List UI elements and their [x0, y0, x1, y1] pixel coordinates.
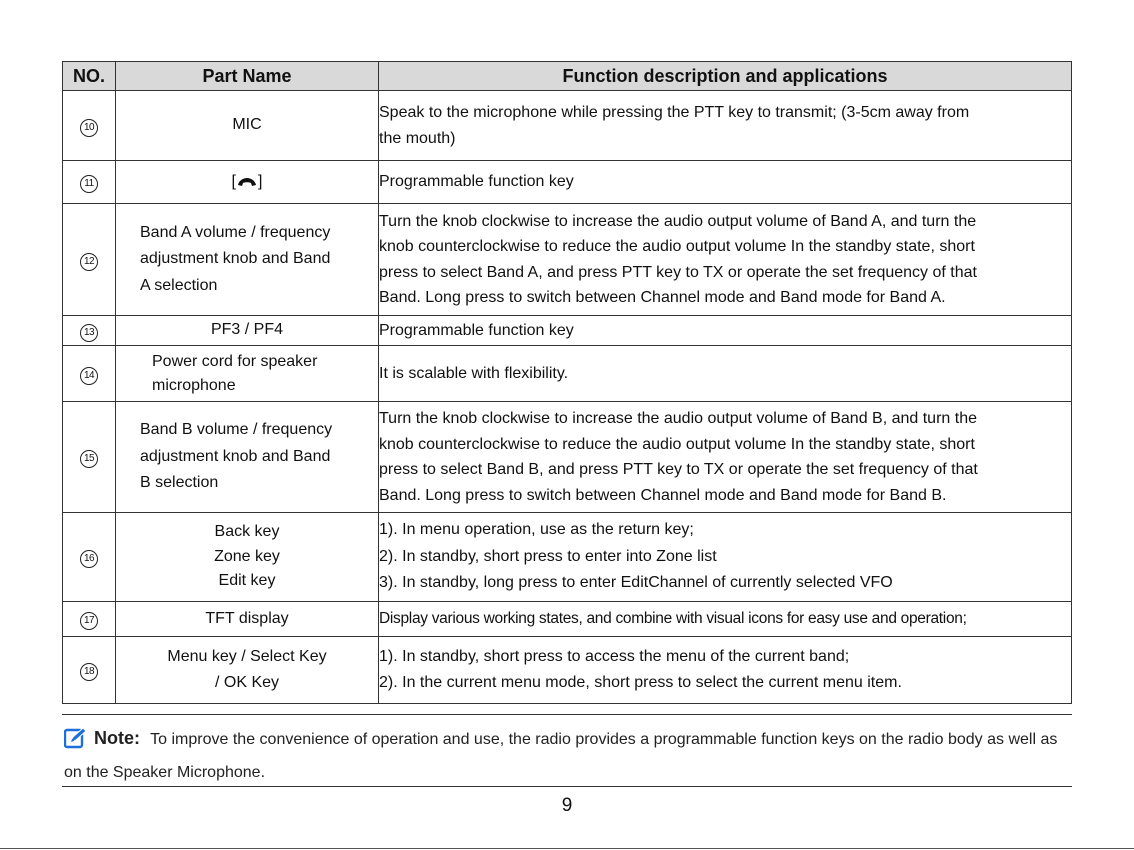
description-line: Turn the knob clockwise to increase the audio output volume of Band A, and turn the	[379, 212, 977, 230]
header-part-name: Part Name	[116, 62, 379, 91]
description-line: the mouth)	[379, 129, 456, 147]
phone-handset-icon	[236, 176, 258, 188]
function-description	[379, 637, 1072, 704]
description-line: 1). In standby, short press to access the menu of the current band;	[379, 647, 850, 665]
header-function-description: Function description and applications	[379, 62, 1072, 91]
circled-number: 16	[80, 550, 98, 568]
circled-number: 13	[80, 324, 98, 342]
row-number	[63, 637, 116, 704]
part-name	[116, 346, 379, 402]
description-line: 3). In standby, long press to enter EditChannel of currently selected VFO	[379, 574, 893, 592]
part-name-line: MIC	[232, 116, 262, 134]
page-number: 9	[561, 795, 573, 816]
part-name	[116, 204, 379, 316]
circled-number: 15	[80, 450, 98, 468]
description-line: Display various working states, and combine with visual icons for easy use and operation;	[379, 610, 967, 628]
description-line: knob counterclockwise to reduce the audio output volume In the standby state, short	[379, 435, 975, 453]
function-description	[379, 602, 1072, 637]
description-line: Band. Long press to switch between Channel mode and Band mode for Band A.	[379, 289, 946, 306]
parts-table	[62, 61, 1072, 704]
description-line: knob counterclockwise to reduce the audio output volume In the standby state, short	[379, 238, 975, 255]
table-row	[63, 402, 1072, 513]
row-number	[63, 316, 116, 346]
note-top-divider	[62, 714, 1072, 715]
table-row	[63, 91, 1072, 161]
part-name-prefix: [	[231, 172, 236, 190]
part-name-line: PF3 / PF4	[210, 321, 284, 339]
part-name	[116, 91, 379, 161]
part-name-line: Power cord for speaker	[152, 352, 318, 370]
part-name	[116, 602, 379, 637]
circled-number: 11	[80, 175, 98, 193]
part-name	[116, 637, 379, 704]
function-description	[379, 316, 1072, 346]
circled-number: 10	[80, 119, 98, 137]
part-name	[116, 513, 379, 602]
description-line: 1). In menu operation, use as the return key;	[379, 521, 694, 539]
description-line: Turn the knob clockwise to increase the audio output volume of Band B, and turn the	[379, 410, 977, 427]
part-name	[116, 161, 379, 204]
part-name-line: Back key	[214, 523, 280, 541]
part-name-line: Menu key / Select Key	[167, 647, 327, 665]
table-row	[63, 204, 1072, 316]
row-number	[63, 602, 116, 637]
function-description	[379, 161, 1072, 204]
description-line: It is scalable with flexibility.	[379, 364, 569, 382]
description-line: Band. Long press to switch between Channel mode and Band mode for Band B.	[379, 486, 947, 504]
description-line: Speak to the microphone while pressing the PTT key to transmit; (3-5cm away from	[379, 104, 970, 121]
description-line: press to select Band B, and press PTT key to TX or operate the set frequency of that	[379, 461, 978, 478]
table-row	[63, 161, 1072, 204]
part-name-line: A selection	[140, 276, 218, 294]
table-row	[63, 637, 1072, 704]
row-number	[63, 91, 116, 161]
function-description	[379, 346, 1072, 402]
function-description	[379, 91, 1072, 161]
table-row	[63, 346, 1072, 402]
circled-number: 17	[80, 612, 98, 630]
description-line: 2). In standby, short press to enter into Zone list	[379, 547, 717, 565]
description-line: press to select Band A, and press PTT key to TX or operate the set frequency of that	[379, 263, 977, 281]
part-name-line: Band A volume / frequency	[140, 223, 331, 241]
part-name-line: adjustment knob and Band	[140, 447, 331, 465]
description-line: 2). In the current menu mode, short press to select the current menu item.	[379, 674, 902, 691]
description-line: Programmable function key	[379, 321, 574, 339]
function-description	[379, 513, 1072, 602]
part-name-line: / OK Key	[214, 674, 280, 691]
part-name-line: adjustment knob and Band	[140, 250, 331, 268]
part-name-line: microphone	[152, 376, 236, 394]
part-name-line: Band B volume / frequency	[140, 421, 333, 439]
circled-number: 14	[80, 367, 98, 385]
part-name-suffix: ]	[258, 172, 263, 190]
edit-note-icon	[64, 727, 88, 749]
function-description	[379, 402, 1072, 513]
table-row	[63, 316, 1072, 346]
part-name-line: Edit key	[218, 572, 276, 590]
circled-number: 12	[80, 253, 98, 271]
part-name-line: Zone key	[214, 547, 280, 565]
circled-number: 18	[80, 663, 98, 681]
function-description	[379, 204, 1072, 316]
part-name-line: B selection	[140, 474, 219, 492]
part-name	[116, 402, 379, 513]
table-row	[63, 513, 1072, 602]
part-name	[116, 316, 379, 346]
row-number	[63, 513, 116, 602]
page-bottom-rule	[0, 848, 1134, 849]
row-number	[63, 346, 116, 402]
note-text: To improve the convenience of operation and use, the radio provides a programmable function keys on the radio body as well as on the Speaker Microphone.	[64, 731, 1058, 781]
table-header-row	[63, 62, 1072, 91]
row-number	[63, 402, 116, 513]
row-number	[63, 204, 116, 316]
note-bottom-divider	[62, 786, 1072, 787]
row-number	[63, 161, 116, 204]
note-label: Note:	[94, 728, 140, 748]
header-no: NO.	[63, 62, 116, 91]
part-name-line: TFT display	[205, 609, 289, 627]
note-block	[64, 722, 1064, 789]
description-line: Programmable function key	[379, 173, 574, 191]
table-row	[63, 602, 1072, 637]
